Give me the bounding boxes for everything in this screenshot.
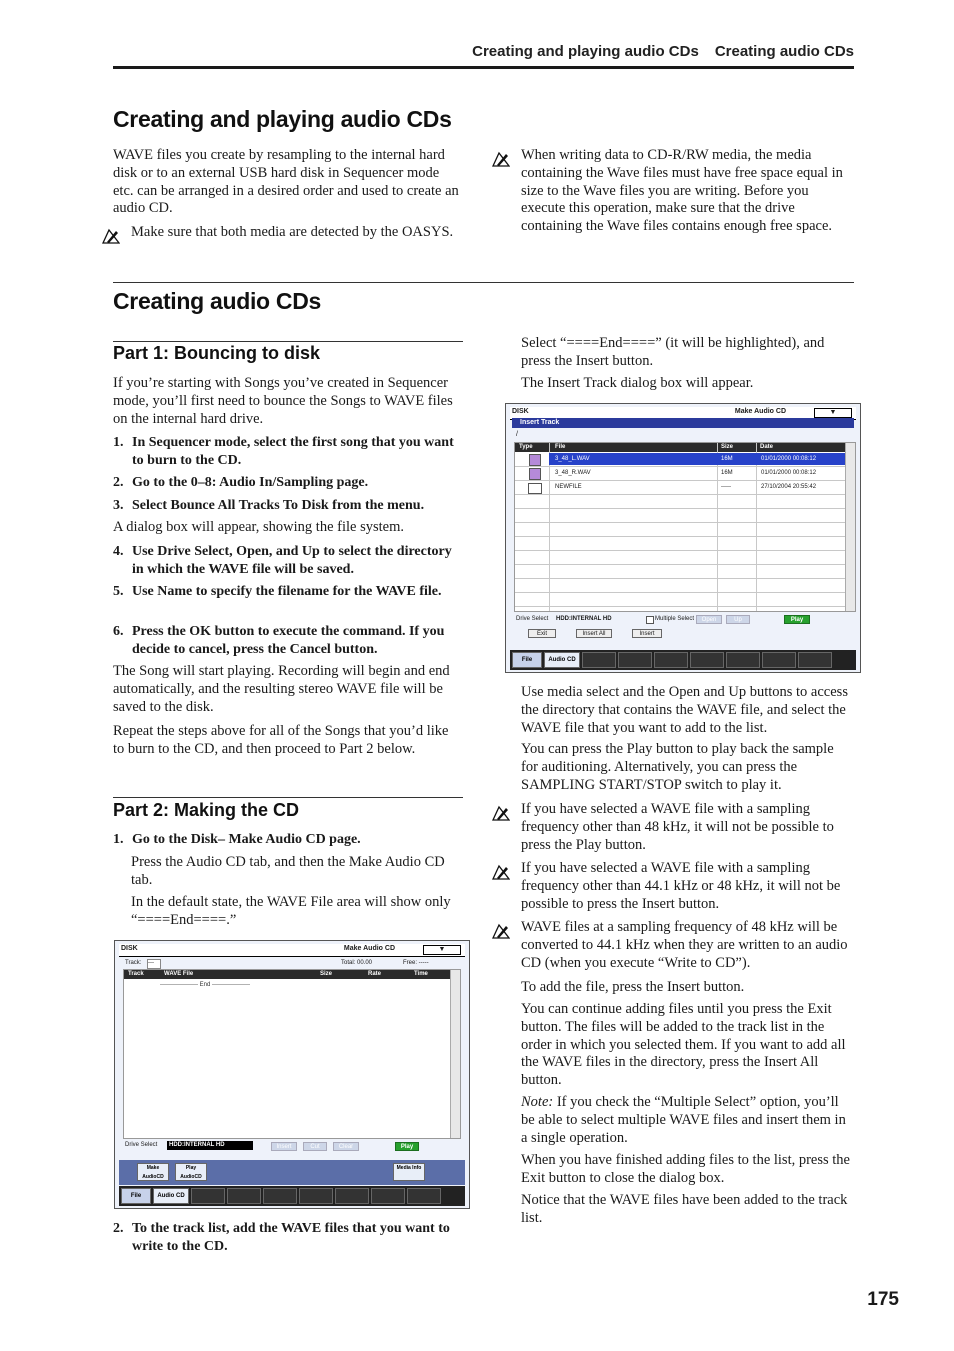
note-pencil-icon — [492, 864, 510, 880]
tab-empty[interactable] — [263, 1188, 297, 1204]
tab-empty[interactable] — [371, 1188, 405, 1204]
tab-file[interactable]: File — [512, 652, 542, 668]
tab-empty[interactable] — [798, 652, 832, 668]
drive-select-field[interactable]: HDD:INTERNAL HD — [167, 1141, 253, 1150]
page-menu-dropdown[interactable]: ▼ — [814, 408, 852, 418]
end-row[interactable]: ------------------- End ------------------- — [160, 982, 250, 988]
section-divider — [113, 282, 854, 283]
header-chapter: Creating and playing audio CDs — [472, 43, 699, 60]
make-audio-cd-screenshot — [114, 940, 470, 1209]
track-list-header: Track WAVE File Size Rate Time — [124, 970, 450, 979]
play-button[interactable]: Play — [784, 615, 810, 624]
running-header — [113, 41, 854, 69]
continue-adding-text: You can continue adding files until you press the Exit button. The files will be added to the track list in the order in which you selected them. If you want to add all the WAVE files in the directory, press the Insert All button. — [521, 1001, 846, 1089]
drive-select-label: Drive Select — [125, 1142, 158, 1148]
note-48khz-play: If you have selected a WAVE file with a sampling frequency other than 48 kHz, it will not be possible to press the Play button. — [521, 801, 834, 853]
part1-title: Part 1: Bouncing to disk — [113, 343, 321, 363]
select-end-text: Select “====End====” (it will be highlighted), and press the Insert button. — [521, 335, 825, 369]
section-title-creating: Creating audio CDs — [113, 288, 322, 314]
track-list[interactable] — [123, 969, 461, 1139]
tab-empty[interactable] — [407, 1188, 441, 1204]
dialog-title-bar: Insert Track — [512, 418, 854, 428]
note-media-detected: Make sure that both media are detected by the OASYS. — [131, 224, 454, 240]
part2-step1-b: In the default state, the WAVE File area will show only “====End====.” — [131, 894, 451, 928]
open-button[interactable]: Open — [696, 615, 722, 624]
main-tab-bar — [119, 1186, 465, 1206]
insert-track-screenshot — [505, 403, 861, 673]
insert-all-button[interactable]: Insert All — [576, 629, 612, 638]
step-1: 1. In Sequencer mode, select the first song that you want to burn to the CD. — [113, 435, 454, 468]
add-file-text: To add the file, press the Insert button. — [521, 979, 745, 995]
file-row[interactable]: NEWFILE ----- 27/10/2004 20:55:42 — [555, 484, 817, 490]
track-field[interactable]: --- — [147, 959, 161, 969]
drive-select-label: Drive Select — [516, 616, 549, 622]
note-pencil-icon — [492, 151, 510, 167]
note-insert-disabled: If you have selected a WAVE file with a sampling frequency other than 44.1 kHz or 48 kHz, it will not be possible to press the Insert button. — [521, 860, 841, 912]
tab-empty[interactable] — [618, 652, 652, 668]
dialog-appear-text: A dialog box will appear, showing the file system. — [113, 519, 404, 535]
tab-empty[interactable] — [335, 1188, 369, 1204]
tab-empty[interactable] — [690, 652, 724, 668]
tab-empty[interactable] — [726, 652, 760, 668]
page-menu-dropdown[interactable]: ▼ — [423, 945, 461, 955]
tab-audio-cd[interactable]: Audio CD — [153, 1188, 189, 1204]
multiple-select-note: Note: If you check the “Multiple Select” option, you’ll be able to select multiple WAVE files and insert them in a single operation. — [521, 1094, 846, 1146]
media-select-text: Use media select and the Open and Up buttons to access the directory that contains the WAVE file, and select the WAVE file that you want to add to the list. — [521, 684, 848, 736]
header-section: Creating audio CDs — [714, 43, 854, 60]
step-3: 3. Select Bounce All Tracks To Disk from the menu. — [113, 498, 425, 513]
multiple-select-label: Multiple Select — [655, 616, 695, 622]
tab-empty[interactable] — [654, 652, 688, 668]
section-title-playing: Creating and playing audio CDs — [113, 106, 452, 132]
main-tab-bar — [510, 650, 856, 670]
part2-rule — [113, 797, 463, 798]
multiple-select-checkbox[interactable] — [646, 616, 654, 624]
step-2: 2. Go to the 0–8: Audio In/Sampling page. — [113, 475, 369, 490]
wave-file-icon — [529, 468, 541, 480]
step-5: 5. Use Name to specify the filename for the WAVE file. — [113, 584, 442, 599]
current-path: / — [516, 431, 518, 438]
exit-button[interactable]: Exit — [528, 629, 556, 638]
part2-title: Part 2: Making the CD — [113, 800, 300, 820]
screen-title-bar: DISK Make Audio CD ▼ — [119, 944, 465, 957]
tab-media-info[interactable]: Media Info — [393, 1163, 425, 1181]
intro-paragraph: WAVE files you create by resampling to the internal hard disk or to an external USB hard disk in Sequencer mode etc. can be arranged in a desired order and used to create an audio CD. — [113, 147, 459, 217]
insert-button[interactable]: Insert — [271, 1142, 297, 1151]
file-row-selected[interactable]: 3_48_L.WAV 16M 01/01/2000 00:08:12 — [549, 453, 845, 465]
folder-icon — [528, 483, 542, 494]
play-button[interactable]: Play — [395, 1142, 419, 1151]
part1-rule — [113, 341, 463, 342]
part2-step-2: 2. To the track list, add the WAVE files that you want to write to the CD. — [113, 1221, 450, 1254]
note-pencil-icon — [492, 923, 510, 939]
track-label: Track: — [125, 960, 142, 966]
file-list[interactable] — [514, 442, 856, 612]
note-free-space: When writing data to CD-R/RW media, the media containing the Wave files must have free space equal in size to the Wave files you are writing. Before you execute this operation, make sure that the drive containing the Wave files contains enough free space. — [521, 147, 843, 235]
notice-text: Notice that the WAVE files have been added to the track list. — [521, 1192, 848, 1226]
repeat-text: Repeat the steps above for all of the Songs that you’d like to burn to the CD, and then proceed to Part 2 below. — [113, 723, 449, 757]
file-row[interactable]: 3_48_R.WAV 16M 01/01/2000 00:08:12 — [555, 470, 817, 476]
tab-file[interactable]: File — [121, 1188, 151, 1204]
tab-play-audiocd[interactable]: Play AudioCD — [175, 1163, 207, 1181]
total-readout: Total: 00.00 — [341, 960, 373, 966]
tab-audio-cd[interactable]: Audio CD — [544, 652, 580, 668]
insert-button[interactable]: Insert — [632, 629, 662, 638]
file-list-scrollbar[interactable] — [845, 443, 855, 611]
note-pencil-icon — [102, 228, 120, 244]
wave-file-icon — [529, 454, 541, 466]
drive-select-field[interactable]: HDD:INTERNAL HD — [556, 616, 612, 622]
file-list-header: Type File Size Date — [515, 443, 845, 452]
part2-step-1: 1. Go to the Disk– Make Audio CD page. — [113, 832, 361, 847]
screen-title-bar: DISK Make Audio CD ▼ — [510, 407, 856, 420]
note-pencil-icon — [492, 805, 510, 821]
free-readout: Free: ----- — [403, 960, 429, 966]
note-conversion: WAVE files at a sampling frequency of 48 kHz will be converted to 44.1 kHz when they are written to an audio CD (when you execute “Write to CD”). — [521, 919, 848, 971]
finished-adding-text: When you have finished adding files to the list, press the Exit button to close the dialog box. — [521, 1152, 850, 1186]
step-6: 6. Press the OK button to execute the command. If you decide to cancel, press the Cancel button. — [113, 624, 445, 657]
song-playing-text: The Song will start playing. Recording will begin and end automatically, and the resulting stereo WAVE file will be saved to the disk. — [113, 663, 450, 715]
page-number: 175 — [867, 1289, 899, 1310]
track-list-scrollbar[interactable] — [450, 970, 460, 1138]
up-button[interactable]: Up — [726, 615, 750, 624]
clear-button[interactable]: Clear — [333, 1142, 359, 1151]
part2-step1-a: Press the Audio CD tab, and then the Make Audio CD tab. — [131, 854, 445, 888]
sub-tab-bar — [119, 1160, 465, 1185]
tab-empty[interactable] — [762, 652, 796, 668]
tab-empty[interactable] — [582, 652, 616, 668]
tab-empty[interactable] — [191, 1188, 225, 1204]
step-4: 4. Use Drive Select, Open, and Up to select the directory in which the WAVE file will be saved. — [113, 544, 452, 577]
tab-empty[interactable] — [227, 1188, 261, 1204]
tab-make-audiocd[interactable]: Make AudioCD — [137, 1163, 169, 1181]
insert-dialog-text: The Insert Track dialog box will appear. — [521, 375, 754, 391]
part1-intro: If you’re starting with Songs you’ve created in Sequencer mode, you’ll first need to bounce the Songs to WAVE files on the internal hard drive. — [113, 375, 453, 427]
play-button-text: You can press the Play button to play back the sample for auditioning. Alternatively, you can press the SAMPLING START/STOP switch to play it. — [521, 741, 834, 793]
tab-empty[interactable] — [299, 1188, 333, 1204]
cut-button[interactable]: Cut — [303, 1142, 327, 1151]
